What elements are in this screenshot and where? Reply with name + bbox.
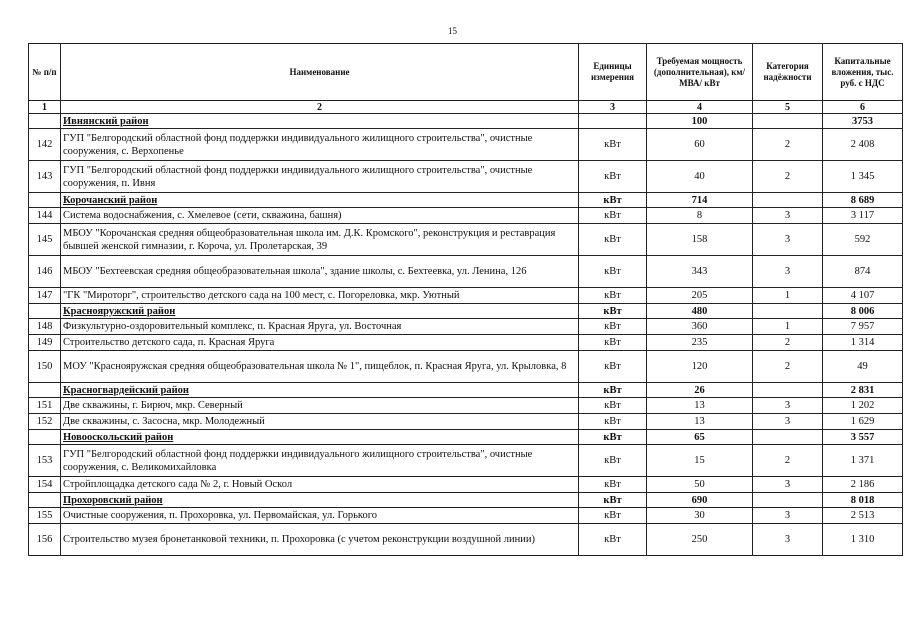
cost-cell: 2 408 (823, 129, 903, 161)
row-number-cell: 147 (29, 288, 61, 304)
district-row (29, 430, 903, 445)
district-name-cell: Новооскольский район (61, 430, 579, 445)
power-cell: 480 (647, 304, 753, 319)
row-number-cell (29, 383, 61, 398)
category-cell: 3 (753, 477, 823, 493)
cost-cell: 49 (823, 351, 903, 383)
table-row (29, 208, 903, 224)
unit-cell: кВт (579, 414, 647, 430)
cost-cell: 874 (823, 256, 903, 288)
cost-cell: 1 310 (823, 524, 903, 556)
row-number-cell: 142 (29, 129, 61, 161)
header-row (29, 44, 903, 101)
row-number-cell: 155 (29, 508, 61, 524)
cost-cell: 2 186 (823, 477, 903, 493)
district-name-cell: Краснояружский район (61, 304, 579, 319)
category-cell: 3 (753, 256, 823, 288)
power-cell: 250 (647, 524, 753, 556)
unit-cell: кВт (579, 493, 647, 508)
category-cell: 1 (753, 288, 823, 304)
district-row (29, 383, 903, 398)
cost-cell: 3 557 (823, 430, 903, 445)
table-row (29, 398, 903, 414)
power-cell: 343 (647, 256, 753, 288)
cost-cell: 3 117 (823, 208, 903, 224)
power-cell: 8 (647, 208, 753, 224)
unit-cell: кВт (579, 193, 647, 208)
district-row (29, 114, 903, 129)
page-number: 15 (448, 26, 457, 36)
power-cell: 120 (647, 351, 753, 383)
table-row (29, 477, 903, 493)
category-cell (753, 304, 823, 319)
category-cell: 2 (753, 335, 823, 351)
power-cell: 26 (647, 383, 753, 398)
item-name-cell: МБОУ "Бехтеевская средняя общеобразовательная школа", здание школы, с. Бехтеевка, ул. Ленина, 126 (61, 256, 579, 288)
power-cell: 50 (647, 477, 753, 493)
power-cell: 690 (647, 493, 753, 508)
category-cell (753, 493, 823, 508)
item-name-cell: МБОУ "Корочанская средняя общеобразовательная школа им. Д.К. Кромского", реконструкция и реставрация бывшей женской гимназии, г. Короча, ул. Пролетарская, 39 (61, 224, 579, 256)
column-number: 3 (579, 101, 647, 114)
category-cell (753, 383, 823, 398)
cost-cell: 1 345 (823, 161, 903, 193)
unit-cell: кВт (579, 161, 647, 193)
row-number-cell: 154 (29, 477, 61, 493)
header-category: Категория надёжности (753, 44, 823, 101)
row-number-cell: 150 (29, 351, 61, 383)
power-cell: 360 (647, 319, 753, 335)
item-name-cell: Две скважины, г. Бирюч, мкр. Северный (61, 398, 579, 414)
unit-cell: кВт (579, 335, 647, 351)
header-cost: Капитальные вложения, тыс. руб. с НДС (823, 44, 903, 101)
unit-cell (579, 114, 647, 129)
cost-cell: 1 314 (823, 335, 903, 351)
power-cell: 235 (647, 335, 753, 351)
category-cell: 3 (753, 414, 823, 430)
category-cell (753, 114, 823, 129)
row-number-cell: 149 (29, 335, 61, 351)
cost-cell: 1 629 (823, 414, 903, 430)
column-number: 5 (753, 101, 823, 114)
cost-cell: 1 202 (823, 398, 903, 414)
district-row (29, 493, 903, 508)
unit-cell: кВт (579, 383, 647, 398)
unit-cell: кВт (579, 477, 647, 493)
cost-cell: 8 018 (823, 493, 903, 508)
cost-cell: 8 689 (823, 193, 903, 208)
district-row (29, 193, 903, 208)
table-row (29, 288, 903, 304)
category-cell: 3 (753, 524, 823, 556)
row-number-cell: 151 (29, 398, 61, 414)
table-row (29, 351, 903, 383)
row-number-cell (29, 193, 61, 208)
item-name-cell: Стройплощадка детского сада № 2, г. Новый Оскол (61, 477, 579, 493)
district-name-cell: Ивнянский район (61, 114, 579, 129)
row-number-cell (29, 430, 61, 445)
district-name-cell: Корочанский район (61, 193, 579, 208)
power-cell: 13 (647, 414, 753, 430)
column-number: 6 (823, 101, 903, 114)
item-name-cell: Строительство музея бронетанковой техники, п. Прохоровка (с учетом реконструкции воздушной линии) (61, 524, 579, 556)
column-number-row (29, 101, 903, 114)
table-row (29, 224, 903, 256)
table-row (29, 319, 903, 335)
category-cell: 2 (753, 129, 823, 161)
item-name-cell: Физкультурно-оздоровительный комплекс, п. Красная Яруга, ул. Восточная (61, 319, 579, 335)
table-row (29, 508, 903, 524)
power-cell: 13 (647, 398, 753, 414)
table-row (29, 335, 903, 351)
power-cell: 60 (647, 129, 753, 161)
unit-cell: кВт (579, 445, 647, 477)
header-power: Требуемая мощность (дополнительная), км/ МВА/ кВт (647, 44, 753, 101)
item-name-cell: МОУ "Краснояружская средняя общеобразовательная школа № 1", пищеблок, п. Красная Яруга, ул. Крыловка, 8 (61, 351, 579, 383)
column-number: 2 (61, 101, 579, 114)
table-row (29, 445, 903, 477)
power-cell: 15 (647, 445, 753, 477)
category-cell: 2 (753, 351, 823, 383)
item-name-cell: Две скважины, с. Засосна, мкр. Молодежный (61, 414, 579, 430)
row-number-cell (29, 114, 61, 129)
row-number-cell: 148 (29, 319, 61, 335)
category-cell: 3 (753, 508, 823, 524)
header-name: Наименование (61, 44, 579, 101)
item-name-cell: ГУП "Белгородский областной фонд поддержки индивидуального жилищного строительства", очистные сооружения, с. Верхопенье (61, 129, 579, 161)
column-number: 4 (647, 101, 753, 114)
district-name-cell: Красногвардейский район (61, 383, 579, 398)
item-name-cell: Строительство детского сада, п. Красная Яруга (61, 335, 579, 351)
row-number-cell (29, 493, 61, 508)
category-cell (753, 430, 823, 445)
item-name-cell: ГУП "Белгородский областной фонд поддержки индивидуального жилищного строительства", очистные сооружения, с. Великомихайловка (61, 445, 579, 477)
unit-cell: кВт (579, 208, 647, 224)
unit-cell: кВт (579, 224, 647, 256)
category-cell: 2 (753, 161, 823, 193)
column-number: 1 (29, 101, 61, 114)
unit-cell: кВт (579, 129, 647, 161)
table-row (29, 256, 903, 288)
power-cell: 205 (647, 288, 753, 304)
table-row (29, 414, 903, 430)
power-cell: 30 (647, 508, 753, 524)
cost-cell: 4 107 (823, 288, 903, 304)
power-cell: 158 (647, 224, 753, 256)
cost-cell: 2 513 (823, 508, 903, 524)
unit-cell: кВт (579, 508, 647, 524)
unit-cell: кВт (579, 351, 647, 383)
cost-cell: 7 957 (823, 319, 903, 335)
category-cell: 3 (753, 224, 823, 256)
power-cell: 100 (647, 114, 753, 129)
row-number-cell: 156 (29, 524, 61, 556)
item-name-cell: Очистные сооружения, п. Прохоровка, ул. Первомайская, ул. Горького (61, 508, 579, 524)
row-number-cell: 146 (29, 256, 61, 288)
unit-cell: кВт (579, 256, 647, 288)
category-cell: 2 (753, 445, 823, 477)
cost-cell: 1 371 (823, 445, 903, 477)
item-name-cell: Система водоснабжения, с. Хмелевое (сети, скважина, башня) (61, 208, 579, 224)
row-number-cell: 145 (29, 224, 61, 256)
unit-cell: кВт (579, 304, 647, 319)
cost-cell: 592 (823, 224, 903, 256)
investment-table (28, 43, 903, 556)
district-row (29, 304, 903, 319)
district-name-cell: Прохоровский район (61, 493, 579, 508)
power-cell: 40 (647, 161, 753, 193)
table-row (29, 129, 903, 161)
unit-cell: кВт (579, 398, 647, 414)
row-number-cell (29, 304, 61, 319)
row-number-cell: 153 (29, 445, 61, 477)
category-cell: 3 (753, 398, 823, 414)
cost-cell: 3753 (823, 114, 903, 129)
unit-cell: кВт (579, 319, 647, 335)
item-name-cell: ГУП "Белгородский областной фонд поддержки индивидуального жилищного строительства", очистные сооружения, п. Ивня (61, 161, 579, 193)
header-number: № п/п (29, 44, 61, 101)
row-number-cell: 152 (29, 414, 61, 430)
category-cell: 1 (753, 319, 823, 335)
table-row (29, 161, 903, 193)
table-body (29, 114, 903, 556)
item-name-cell: "ГК "Мироторг", строительство детского сада на 100 мест, с. Погореловка, мкр. Уютный (61, 288, 579, 304)
power-cell: 65 (647, 430, 753, 445)
header-unit: Единицы измерения (579, 44, 647, 101)
unit-cell: кВт (579, 524, 647, 556)
row-number-cell: 143 (29, 161, 61, 193)
cost-cell: 8 006 (823, 304, 903, 319)
unit-cell: кВт (579, 430, 647, 445)
row-number-cell: 144 (29, 208, 61, 224)
category-cell (753, 193, 823, 208)
cost-cell: 2 831 (823, 383, 903, 398)
unit-cell: кВт (579, 288, 647, 304)
table-row (29, 524, 903, 556)
power-cell: 714 (647, 193, 753, 208)
category-cell: 3 (753, 208, 823, 224)
